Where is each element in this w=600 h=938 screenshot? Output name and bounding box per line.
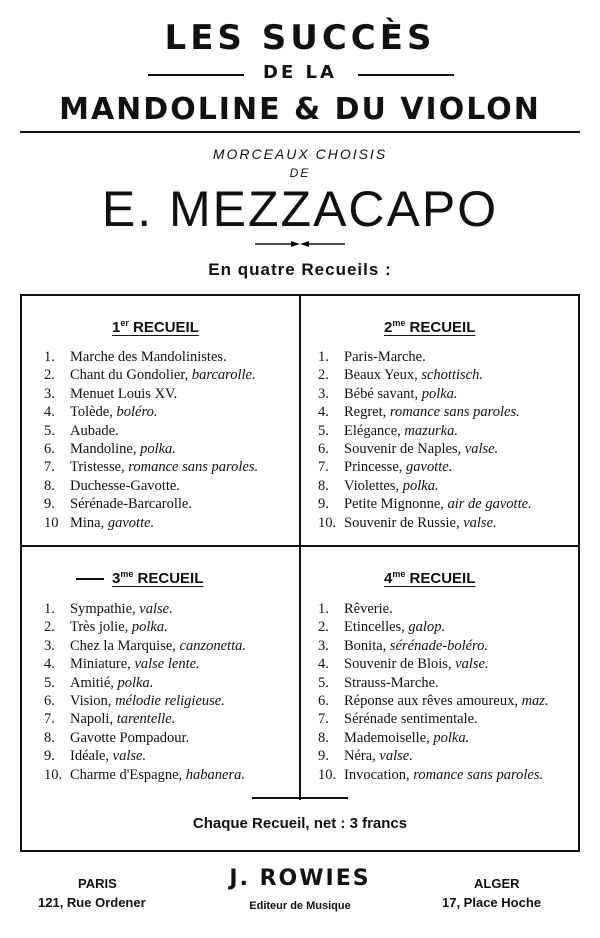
list-item bbox=[44, 710, 246, 728]
item-title: Très jolie, bbox=[70, 619, 132, 636]
list-item bbox=[318, 514, 532, 532]
item-title: Tolède, bbox=[70, 404, 117, 421]
item-number: 7. bbox=[318, 711, 329, 728]
item-title: Amitié, bbox=[70, 674, 118, 691]
item-genre: galop. bbox=[408, 619, 446, 636]
item-title: Chez la Marquise, bbox=[70, 637, 180, 654]
title-underline bbox=[20, 131, 580, 133]
list-item bbox=[318, 637, 549, 655]
recueil-1-heading: 1er RECUEIL bbox=[112, 318, 199, 336]
item-number: 4. bbox=[318, 404, 329, 421]
item-title: Charme d'Espagne, bbox=[70, 766, 186, 783]
item-title: Rêverie. bbox=[344, 601, 393, 617]
item-title: Sérénade-Barcarolle. bbox=[70, 496, 192, 513]
item-number: 7. bbox=[44, 711, 55, 728]
item-title: Etincelles, bbox=[344, 619, 409, 636]
de-text: DE bbox=[289, 166, 311, 180]
recueil-2-list bbox=[318, 348, 532, 532]
title-main: MANDOLINE & DU VIOLON bbox=[59, 92, 541, 127]
item-number: 10. bbox=[44, 766, 63, 783]
item-genre: valse. bbox=[379, 748, 413, 765]
item-title: Sympathie, bbox=[70, 601, 140, 617]
item-title: Réponse aux rêves amoureux, bbox=[344, 693, 522, 710]
item-title: Souvenir de Blois, bbox=[344, 656, 456, 673]
item-number: 4. bbox=[318, 656, 329, 673]
item-title: Regret, bbox=[344, 404, 390, 421]
item-title: Tristesse, bbox=[70, 459, 129, 476]
item-title: Invocation, bbox=[344, 766, 414, 783]
list-item bbox=[44, 458, 258, 476]
item-number: 4. bbox=[44, 404, 55, 421]
item-number: 1. bbox=[318, 349, 329, 365]
right-address: 17, Place Hoche bbox=[442, 895, 541, 910]
item-number: 9. bbox=[318, 496, 329, 513]
item-genre: romance sans paroles. bbox=[128, 459, 259, 476]
right-city: ALGER bbox=[474, 876, 520, 891]
item-genre: valse. bbox=[463, 514, 497, 531]
item-number: 6. bbox=[318, 441, 329, 458]
item-title: Menuet Louis XV. bbox=[70, 385, 178, 402]
horizontal-divider bbox=[20, 545, 580, 547]
item-genre: mélodie religieuse. bbox=[115, 693, 225, 710]
item-genre: valse lente. bbox=[134, 656, 200, 673]
item-genre: valse. bbox=[455, 656, 489, 673]
item-title: Duchesse-Gavotte. bbox=[70, 477, 180, 494]
vertical-divider bbox=[299, 294, 301, 800]
item-title: Beaux Yeux, bbox=[344, 367, 422, 384]
item-number: 8. bbox=[318, 729, 329, 746]
list-item bbox=[44, 348, 258, 366]
item-number: 2. bbox=[44, 367, 55, 384]
item-title: Violettes, bbox=[344, 477, 403, 494]
item-genre: romance sans paroles. bbox=[413, 766, 544, 783]
item-genre: polka. bbox=[433, 729, 470, 746]
item-title: Princesse, bbox=[344, 459, 407, 476]
ornament-divider bbox=[0, 238, 600, 254]
list-item bbox=[44, 495, 258, 513]
publisher-name: J. ROWIES bbox=[229, 866, 371, 891]
item-number: 10. bbox=[318, 766, 337, 783]
item-title: Bébé savant, bbox=[344, 385, 422, 402]
item-number: 4. bbox=[44, 656, 55, 673]
item-title: Bonita, bbox=[344, 637, 390, 654]
item-title: Idéale, bbox=[70, 748, 113, 765]
item-number: 9. bbox=[44, 496, 55, 513]
item-title: Paris-Marche. bbox=[344, 349, 426, 365]
item-number: 3. bbox=[44, 385, 55, 402]
item-genre: barcarolle. bbox=[191, 367, 256, 384]
de-la-text: DE LA bbox=[263, 62, 337, 83]
title-top: LES SUCCÈS bbox=[164, 18, 436, 58]
item-number: 2. bbox=[44, 619, 55, 636]
item-number: 8. bbox=[44, 477, 55, 494]
list-item bbox=[318, 366, 532, 384]
item-title: Petite Mignonne, bbox=[344, 496, 448, 513]
item-title: Miniature, bbox=[70, 656, 135, 673]
list-item bbox=[44, 422, 258, 440]
list-item bbox=[318, 692, 549, 710]
item-genre: polka. bbox=[131, 619, 168, 636]
item-title: Vision, bbox=[70, 693, 116, 710]
recueil-3-list bbox=[44, 600, 246, 784]
list-item bbox=[44, 366, 258, 384]
item-title: Napoli, bbox=[70, 711, 117, 728]
item-genre: polka. bbox=[117, 674, 154, 691]
item-genre: habanera. bbox=[185, 766, 245, 783]
price-text: Chaque Recueil, net : 3 francs bbox=[192, 815, 408, 832]
item-genre: maz. bbox=[521, 693, 549, 710]
item-title: Souvenir de Naples, bbox=[344, 441, 465, 458]
item-number: 9. bbox=[318, 748, 329, 765]
item-genre: boléro. bbox=[116, 404, 158, 421]
item-genre: polka. bbox=[421, 385, 458, 402]
item-number: 5. bbox=[318, 422, 329, 439]
item-title: Mademoiselle, bbox=[344, 729, 434, 746]
list-item bbox=[44, 385, 258, 403]
item-genre: tarentelle. bbox=[116, 711, 176, 728]
list-item bbox=[318, 403, 532, 421]
list-item bbox=[318, 729, 549, 747]
list-item bbox=[44, 514, 258, 532]
item-title: Gavotte Pompadour. bbox=[70, 729, 190, 746]
list-item bbox=[318, 766, 549, 784]
item-title: Sérénade sentimentale. bbox=[344, 711, 478, 728]
list-item bbox=[318, 495, 532, 513]
item-number: 8. bbox=[44, 729, 55, 746]
list-item bbox=[318, 600, 549, 618]
item-number: 3. bbox=[318, 385, 329, 402]
list-item bbox=[318, 655, 549, 673]
item-genre: sérénade-boléro. bbox=[389, 637, 489, 654]
item-genre: valse. bbox=[464, 441, 499, 458]
item-genre: mazurka. bbox=[404, 422, 458, 439]
publisher-subtitle: Editeur de Musique bbox=[249, 900, 351, 912]
recueil-2-heading: $2^{me}$ RECUEIL bbox=[384, 318, 476, 336]
item-genre: valse. bbox=[139, 601, 173, 617]
list-item bbox=[318, 747, 549, 765]
item-number: 3. bbox=[44, 637, 55, 654]
list-item bbox=[44, 477, 258, 495]
item-number: 8. bbox=[318, 477, 329, 494]
item-number: 2. bbox=[318, 619, 329, 636]
item-number: 5. bbox=[44, 422, 55, 439]
item-genre: schottisch. bbox=[421, 367, 483, 384]
item-title: Strauss-Marche. bbox=[344, 674, 439, 691]
left-city: PARIS bbox=[78, 876, 117, 891]
item-genre: polka. bbox=[140, 441, 176, 458]
item-title: Souvenir de Russie, bbox=[344, 514, 464, 531]
item-number: 6. bbox=[44, 693, 55, 710]
list-item bbox=[44, 766, 246, 784]
list-item bbox=[318, 618, 549, 636]
item-number: 6. bbox=[44, 441, 55, 458]
recueil-4-heading: $4^{me}$ RECUEIL bbox=[384, 569, 476, 587]
item-title: Mina, bbox=[70, 514, 108, 531]
list-item bbox=[318, 385, 532, 403]
item-genre: polka. bbox=[402, 477, 439, 494]
list-item bbox=[318, 477, 532, 495]
item-genre: romance sans paroles. bbox=[389, 404, 520, 421]
item-number: 10. bbox=[318, 514, 337, 531]
list-item bbox=[318, 710, 549, 728]
list-item bbox=[44, 747, 246, 765]
item-title: Néra, bbox=[344, 748, 380, 765]
item-number: 5. bbox=[318, 674, 329, 691]
composer-name: E. MEZZACAPO bbox=[101, 181, 499, 237]
item-genre: gavotte. bbox=[107, 514, 155, 531]
item-genre: air de gavotte. bbox=[447, 496, 532, 513]
subtitle: En quatre Recueils : bbox=[208, 260, 392, 279]
item-title: Aubade. bbox=[70, 422, 119, 439]
item-genre: gavotte. bbox=[406, 459, 453, 476]
item-genre: canzonetta. bbox=[179, 637, 246, 654]
item-number: 3. bbox=[318, 637, 329, 654]
morceaux-choisis: MORCEAUX CHOISIS bbox=[212, 146, 388, 162]
list-item bbox=[318, 422, 532, 440]
item-number: 1. bbox=[318, 601, 329, 617]
item-number: 6. bbox=[318, 693, 329, 710]
item-number: 5. bbox=[44, 674, 55, 691]
list-item bbox=[44, 692, 246, 710]
item-number: 9. bbox=[44, 748, 55, 765]
item-number: 7. bbox=[44, 459, 55, 476]
list-item bbox=[44, 637, 246, 655]
list-item bbox=[44, 655, 246, 673]
item-title: Marche des Mandolinistes. bbox=[70, 349, 227, 365]
price-rule bbox=[252, 797, 348, 799]
item-number: 1. bbox=[44, 349, 55, 365]
list-item bbox=[44, 674, 246, 692]
recueil-3-dash bbox=[76, 578, 104, 580]
item-title: Mandoline, bbox=[70, 441, 141, 458]
item-title: Elégance, bbox=[344, 422, 405, 439]
list-item bbox=[44, 618, 246, 636]
recueil-3-heading: $3^{me}$ RECUEIL bbox=[112, 569, 204, 587]
ornament-icon bbox=[255, 239, 345, 249]
list-item bbox=[318, 458, 532, 476]
item-number: 1. bbox=[44, 601, 55, 617]
list-item bbox=[318, 440, 532, 458]
list-item bbox=[44, 729, 246, 747]
recueil-1-list bbox=[44, 348, 258, 532]
left-address: 121, Rue Ordener bbox=[38, 895, 146, 910]
item-number: 2. bbox=[318, 367, 329, 384]
list-item bbox=[44, 440, 258, 458]
item-number: 7. bbox=[318, 459, 329, 476]
list-item bbox=[318, 348, 532, 366]
list-item bbox=[318, 674, 549, 692]
recueil-4-list bbox=[318, 600, 549, 784]
item-genre: valse. bbox=[112, 748, 147, 765]
item-title: Chant du Gondolier, bbox=[70, 367, 192, 384]
list-item bbox=[44, 600, 246, 618]
list-item bbox=[44, 403, 258, 421]
item-number: 10 bbox=[44, 514, 59, 531]
